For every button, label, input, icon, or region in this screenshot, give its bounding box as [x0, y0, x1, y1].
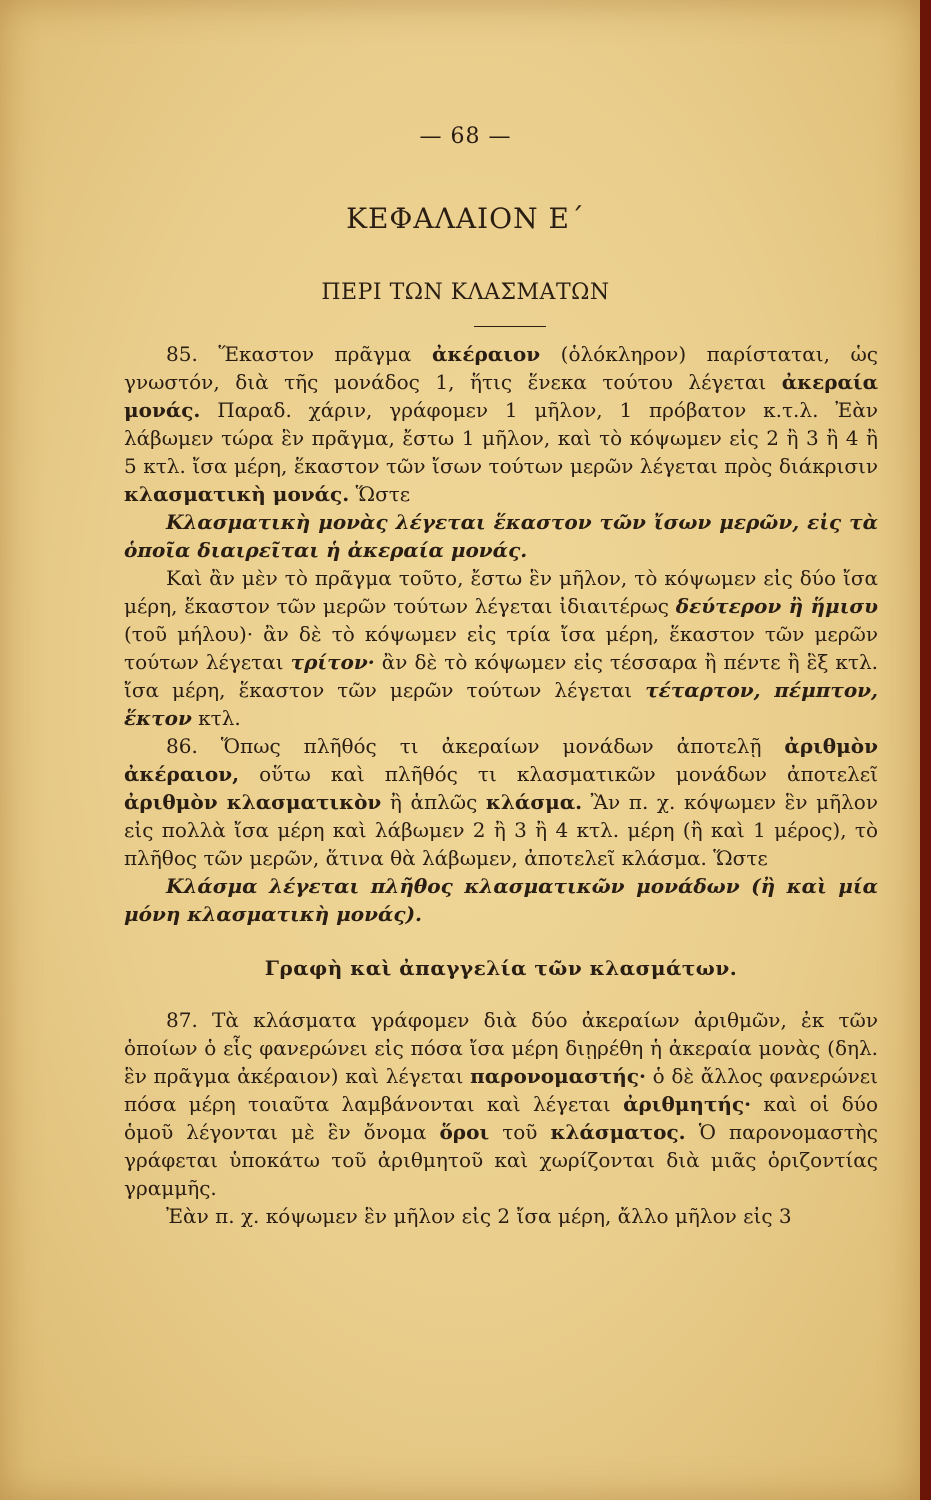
subheading: Γραφὴ καὶ ἀπαγγελία τῶν κλασμάτων.: [264, 956, 738, 980]
term-bold: ἀκεραία μονάς.: [124, 370, 878, 422]
term-italic: τέταρτον, πέμπτον, ἕκτον: [124, 678, 878, 730]
term-bold: ἀκέραιον: [431, 342, 541, 366]
term-bold: κλάσματος.: [550, 1120, 686, 1144]
page-number: — 68 —: [419, 124, 512, 149]
paragraph-continuation: Ἐὰν π. χ. κόψωμεν ἓν μῆλον εἰς 2 ἴσα μέρη, ἄλλο μῆλον εἰς 3: [166, 1204, 792, 1228]
chapter-title: ΚΕΦΑΛΑΙΟΝ Ε΄: [346, 202, 585, 235]
title-rule: [474, 326, 546, 327]
term-bold: κλασματικὴ μονάς.: [124, 482, 350, 506]
paragraph-number: 85.: [166, 342, 198, 366]
paragraph-87: 87. Τὰ κλάσματα γράφομεν διὰ δύο ἀκεραίων ἀριθμῶν, ἐκ τῶν ὁποίων ὁ εἷς φανερώνει εἰς πόσα ἴσα μέρη διῃρέθη ἡ ἀκεραία μονὰς (δηλ. ἓν πρᾶγμα ἀκέραιον) καὶ λέγεται παρονομαστής· ὁ δὲ ἄλλος φανερώνει πόσα μέρη τοιαῦτα λαμβάνονται καὶ λέγεται ἀριθμητής· καὶ οἱ δύο ὁμοῦ λέγονται μὲ ἓν ὄνομα ὅροι τοῦ κλάσματος. Ὁ παρονομαστὴς γράφεται ὑποκάτω τοῦ ἀριθμητοῦ καὶ χωρίζονται διὰ μιᾶς ὁριζοντίας γραμμῆς.: [124, 1008, 878, 1200]
term-bold: παρονομαστής·: [470, 1064, 646, 1088]
paragraph-85: 85. Ἕκαστον πρᾶγμα ἀκέραιον (ὁλόκληρον) παρίσταται, ὡς γνωστόν, διὰ τῆς μονάδος 1, ἥτις ἕνεκα τούτου λέγεται ἀκεραία μονάς. Παραδ. χάριν, γράφομεν 1 μῆλον, 1 πρόβατον κ.τ.λ. Ἐὰν λάβωμεν τώρα ἓν πρᾶγμα, ἔστω 1 μῆλον, καὶ τὸ κόψωμεν εἰς 2 ἢ 3 ἢ 4 ἢ 5 κτλ. ἴσα μέρη, ἕκαστον τῶν ἴσων τούτων μερῶν λέγεται πρὸς διάκρισιν κλασματικὴ μονάς. Ὥστε: [124, 342, 878, 506]
definition-unit: Κλασματικὴ μονὰς λέγεται ἕκαστον τῶν ἴσων μερῶν, εἰς τὰ ὁποῖα διαιρεῖται ἡ ἀκεραία μονάς.: [124, 510, 878, 562]
definition-fraction: Κλάσμα λέγεται πλῆθος κλασματικῶν μονάδων (ἢ καὶ μία μόνη κλασματικὴ μονάς).: [124, 874, 878, 926]
paragraph-halves: Καὶ ἂν μὲν τὸ πρᾶγμα τοῦτο, ἔστω ἓν μῆλον, τὸ κόψωμεν εἰς δύο ἴσα μέρη, ἕκαστον τῶν μερῶν τούτων λέγεται ἰδιαιτέρως δεύτερον ἢ ἥμισυ (τοῦ μήλου)· ἂν δὲ τὸ κόψωμεν εἰς τρία ἴσα μέρη, ἕκαστον τῶν μερῶν τούτων λέγεται τρίτον· ἂν δὲ τὸ κόψωμεν εἰς τέσσαρα ἢ πέντε ἢ ἓξ κτλ. ἴσα μέρη, ἕκαστον τῶν μερῶν τούτων λέγεται τέταρτον, πέμπτον, ἕκτον κτλ.: [124, 566, 878, 730]
term-bold: ἀριθμὸν κλασματικὸν: [124, 790, 382, 814]
term-bold: ὅροι: [439, 1120, 490, 1144]
term-bold: ἀριθμητής·: [623, 1092, 752, 1116]
section-title: ΠΕΡΙ ΤΩΝ ΚΛΑΣΜΑΤΩΝ: [321, 280, 610, 305]
paragraph-number: 87.: [166, 1008, 198, 1032]
term-bold: κλάσμα.: [485, 790, 583, 814]
paragraph-number: 86.: [166, 734, 198, 758]
term-italic: τρίτον·: [290, 650, 375, 674]
term-bold: ἀριθμὸν ἀκέραιον,: [124, 734, 878, 786]
body-text: [124, 340, 878, 1230]
paragraph-86: 86. Ὅπως πλῆθός τι ἀκεραίων μονάδων ἀποτελῇ ἀριθμὸν ἀκέραιον, οὕτω καὶ πλῆθός τι κλασματικῶν μονάδων ἀποτελεῖ ἀριθμὸν κλασματικὸν ἢ ἁπλῶς κλάσμα. Ἂν π. χ. κόψωμεν ἓν μῆλον εἰς πολλὰ ἴσα μέρη καὶ λάβωμεν 2 ἢ 3 ἢ 4 κτλ. μέρη (ἢ καὶ 1 μέρος), τὸ πλῆθος τῶν μερῶν, ἅτινα θὰ λάβωμεν, ἀποτελεῖ κλάσμα. Ὥστε: [124, 734, 878, 870]
term-italic: δεύτερον ἢ ἥμισυ: [675, 594, 878, 618]
